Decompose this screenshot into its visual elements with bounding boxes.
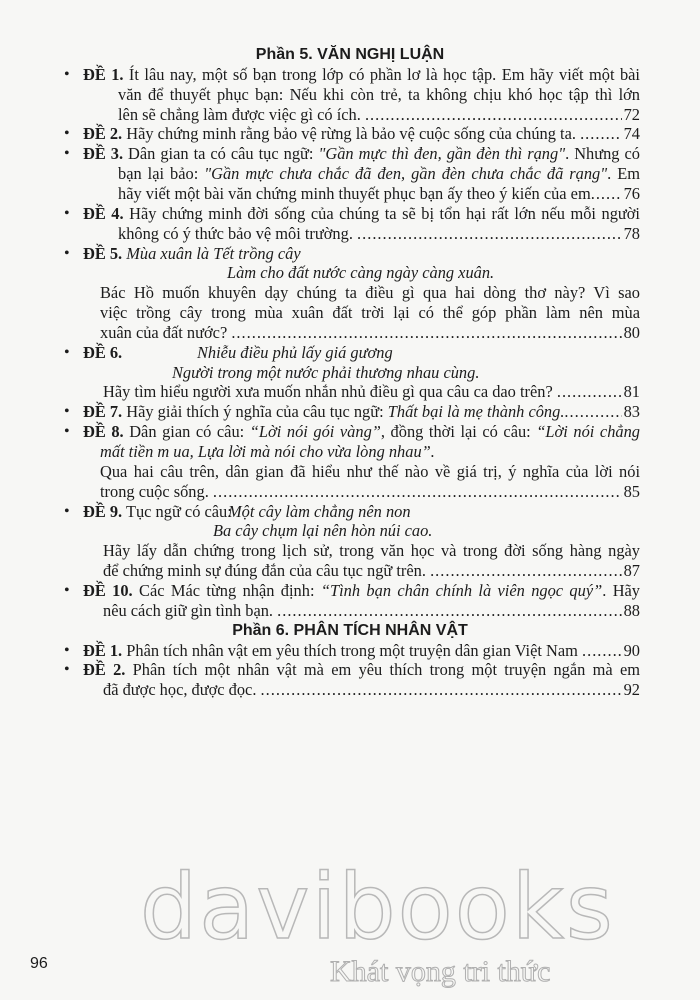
- dot-leader: [582, 641, 622, 661]
- bullet-icon: •: [64, 423, 70, 441]
- text-line: [83, 422, 640, 442]
- page-ref[interactable]: 85: [623, 481, 640, 501]
- text-line: [100, 283, 640, 303]
- page-ref[interactable]: 83: [623, 402, 640, 422]
- body-text: Hãy lấy dẫn chứng trong lịch sử, trong văn học và trong đời sống hàng ngày: [103, 541, 640, 561]
- body-text: , đồng thời lại có câu:: [380, 422, 537, 442]
- bullet-icon: •: [64, 502, 70, 520]
- line-text: [227, 263, 494, 283]
- topic-label: ĐỀ 1.: [83, 64, 124, 84]
- body-text: Hãy chứng minh đời sống của chúng ta sẽ bị tổn hại rất lớn nếu mỗi người: [123, 203, 640, 223]
- text-line: [118, 85, 640, 105]
- text-line: [227, 263, 494, 283]
- line-text: [83, 641, 582, 661]
- line-text: [83, 660, 640, 679]
- topic-label: ĐỀ 8.: [83, 422, 124, 442]
- page-ref[interactable]: 74: [623, 124, 640, 144]
- line-text: [83, 124, 580, 144]
- dot-leader: [557, 382, 622, 402]
- dot-leader: [591, 184, 622, 204]
- line-text: [83, 343, 122, 363]
- line-text: [100, 323, 231, 343]
- toc-entry-line[interactable]: [83, 124, 640, 144]
- dot-leader: [365, 105, 622, 125]
- toc-entry-line[interactable]: [83, 402, 640, 422]
- line-text: [213, 521, 432, 541]
- body-text: xuân của đất nước?: [100, 322, 232, 342]
- line-text: [103, 541, 640, 560]
- page-ref[interactable]: 76: [623, 183, 640, 203]
- line-text: [100, 283, 640, 302]
- text-line: [83, 581, 640, 601]
- line-text: [100, 442, 435, 462]
- text-line: [172, 363, 479, 383]
- text-line: [83, 502, 232, 522]
- body-text: Phân tích một nhân vật mà em yêu thích trong một truyện ngắn mà em: [125, 660, 640, 680]
- line-text: [172, 363, 479, 383]
- body-text: Ít lâu nay, một số bạn trong lớp có phần lơ là học tập. Em hãy viết một bài: [123, 64, 640, 84]
- body-text: bạn lại bảo:: [118, 164, 205, 184]
- line-text: [83, 65, 640, 84]
- page-ref[interactable]: 78: [623, 223, 640, 243]
- quote-text: "Gần mực thì đen, gần đèn thì rạng": [318, 144, 566, 164]
- bullet-icon: •: [64, 125, 70, 143]
- line-text: [83, 244, 301, 264]
- section-title: Phần 5. VĂN NGHỊ LUẬN: [255, 46, 445, 63]
- toc-entry-line[interactable]: [103, 561, 640, 581]
- body-text: . Hãy: [602, 580, 640, 600]
- body-text: Dân gian có câu:: [123, 422, 250, 442]
- quote-text: “Tình bạn chân chính là viên ngọc quý”: [320, 580, 603, 600]
- bullet-icon: •: [64, 403, 70, 421]
- watermark-logo: davibooks: [140, 855, 615, 960]
- text-line: [100, 442, 435, 462]
- dot-leader: [564, 402, 621, 422]
- body-text: . Em: [607, 164, 640, 184]
- topic-label: ĐỀ 9.: [83, 501, 123, 521]
- quote-text: Một cây làm chẳng nên non: [228, 501, 411, 521]
- body-text: để chứng minh sự đúng đắn của câu tục ngữ trên.: [103, 561, 431, 581]
- page-ref[interactable]: 81: [623, 382, 640, 402]
- body-text: . Nhưng có: [565, 144, 640, 164]
- quote-text: mất tiền m ua, Lựa lời mà nói cho vừa lòng nhau”.: [100, 442, 435, 461]
- bullet-icon: •: [64, 661, 70, 679]
- quote-text: “Lời nói chẳng: [536, 422, 640, 442]
- dot-leader: [261, 680, 622, 700]
- body-text: đã được học, được đọc.: [103, 680, 261, 700]
- toc-entry-line[interactable]: [118, 184, 640, 204]
- body-text: Phân tích nhân vật em yêu thích trong một truyện dân gian Việt Nam: [122, 640, 582, 660]
- quote-text: Thất bại là mẹ thành công.: [387, 402, 565, 422]
- body-text: Dân gian ta có câu tục ngữ:: [123, 144, 319, 164]
- page-ref[interactable]: 90: [623, 640, 640, 660]
- bullet-icon: •: [64, 641, 70, 659]
- body-text: Hãy giải thích ý nghĩa của câu tục ngữ:: [122, 402, 388, 422]
- quote-text: Làm cho đất nước càng ngày càng xuân.: [227, 263, 495, 283]
- body-text: Tục ngữ có câu:: [122, 501, 232, 521]
- line-text: [83, 581, 640, 600]
- page-ref[interactable]: 88: [623, 600, 640, 620]
- body-text: Hãy tìm hiểu người xưa muốn nhắn nhủ điều gì qua câu ca dao trên?: [103, 382, 557, 402]
- toc-entry-line[interactable]: [103, 382, 640, 402]
- page-ref[interactable]: 72: [623, 104, 640, 124]
- body-text: hãy viết một bài văn chứng minh thuyết phục bạn ấy theo ý kiến của em: [118, 183, 591, 203]
- body-text: việc trồng cây trong mùa xuân đất trời lại có thể góp phần làm nên mùa: [100, 303, 640, 323]
- page-number: 96: [30, 955, 48, 972]
- bullet-icon: •: [64, 343, 70, 361]
- dot-leader: [430, 561, 622, 581]
- toc-entry-line[interactable]: [118, 224, 640, 244]
- body-text: Qua hai câu trên, dân gian đã hiểu như thế nào về giá trị, ý nghĩa của lời nói: [100, 461, 640, 481]
- toc-entry-line[interactable]: [103, 601, 640, 621]
- line-text: [83, 204, 640, 223]
- body-text: Các Mác từng nhận định:: [132, 580, 321, 600]
- line-text: [103, 601, 277, 621]
- quote-text: Nhiễu điều phủ lấy giá gương: [197, 342, 393, 362]
- topic-label: ĐỀ 2.: [83, 124, 123, 144]
- quote-text: “Lời nói gói vàng”: [249, 422, 381, 442]
- topic-label: ĐỀ 6.: [83, 342, 123, 362]
- quote-text: Mùa xuân là Tết trồng cây: [126, 243, 301, 263]
- section-title: Phần 6. PHÂN TÍCH NHÂN VẬT: [232, 621, 468, 639]
- line-text: [83, 402, 564, 422]
- page-ref[interactable]: 92: [623, 680, 640, 700]
- body-text: trong cuộc sống.: [100, 481, 213, 501]
- line-text: [83, 422, 640, 441]
- text-line: [83, 144, 640, 164]
- line-text: [103, 680, 261, 700]
- text-line: [103, 541, 640, 561]
- topic-label: ĐỀ 2.: [83, 660, 126, 680]
- bullet-icon: •: [64, 65, 70, 83]
- body-text: Hãy chứng minh rằng bảo vệ rừng là bảo vệ cuộc sống của chúng ta.: [122, 124, 581, 144]
- toc-entry-line[interactable]: [83, 641, 640, 661]
- body-text: Bác Hồ muốn khuyên dạy chúng ta điều gì qua hai dòng thơ này? Vì sao: [100, 283, 640, 303]
- line-text: [83, 144, 640, 163]
- line-text: [83, 502, 232, 522]
- line-text: [118, 224, 357, 244]
- watermark-slogan: Khát vọng tri thức: [330, 955, 551, 988]
- text-line: [83, 244, 301, 264]
- text-line: [83, 204, 640, 224]
- topic-label: ĐỀ 5.: [83, 243, 123, 263]
- line-text: [118, 164, 640, 183]
- topic-label: ĐỀ 10.: [83, 580, 133, 600]
- line-text: [100, 303, 640, 322]
- line-text: [118, 105, 365, 125]
- text-line: [118, 164, 640, 184]
- text-line: [197, 343, 393, 363]
- bullet-icon: •: [64, 204, 70, 222]
- topic-label: ĐỀ 1.: [83, 640, 123, 660]
- text-line: [83, 660, 640, 680]
- dot-leader: [231, 323, 621, 343]
- toc-entry-line[interactable]: [100, 323, 640, 343]
- toc-entry-line[interactable]: [103, 680, 640, 700]
- line-text: [118, 85, 640, 104]
- quote-text: "Gần mực chưa chắc đã đen, gần đèn chưa chắc đã rạng": [204, 164, 608, 184]
- text-line: [228, 502, 411, 522]
- body-text: lên sẽ chẳng làm được việc gì có ích.: [118, 104, 365, 124]
- text-line: [83, 343, 122, 363]
- quote-text: Người trong một nước phải thương nhau cùng.: [172, 362, 480, 382]
- line-text: [118, 184, 591, 204]
- dot-leader: [357, 224, 622, 244]
- bullet-icon: •: [64, 581, 70, 599]
- bullet-icon: •: [64, 145, 70, 163]
- text-line: [100, 303, 640, 323]
- dot-leader: [277, 601, 621, 621]
- bullet-icon: •: [64, 244, 70, 262]
- body-text: nêu cách giữ gìn tình bạn.: [103, 600, 278, 620]
- line-text: [103, 561, 430, 581]
- body-text: không có ý thức bảo vệ môi trường.: [118, 223, 358, 243]
- topic-label: ĐỀ 7.: [83, 402, 123, 422]
- text-line: [83, 65, 640, 85]
- line-text: [100, 482, 213, 502]
- dot-leader: [580, 124, 622, 144]
- line-text: [103, 382, 557, 402]
- toc-entry-line[interactable]: [118, 105, 640, 125]
- text-line: [100, 462, 640, 482]
- body-text: văn để thuyết phục bạn: Nếu khi còn trẻ, ta không chịu khó học tập thì lớn: [118, 84, 640, 104]
- topic-label: ĐỀ 4.: [83, 203, 124, 223]
- topic-label: ĐỀ 3.: [83, 144, 124, 164]
- line-text: [100, 462, 640, 481]
- dot-leader: [213, 482, 622, 502]
- line-text: [197, 343, 393, 363]
- line-text: [228, 502, 411, 522]
- page-ref[interactable]: 80: [623, 322, 640, 342]
- page-ref[interactable]: 87: [623, 561, 640, 581]
- toc-entry-line[interactable]: [100, 482, 640, 502]
- text-line: [213, 521, 432, 541]
- quote-text: Ba cây chụm lại nên hòn núi cao.: [213, 521, 433, 541]
